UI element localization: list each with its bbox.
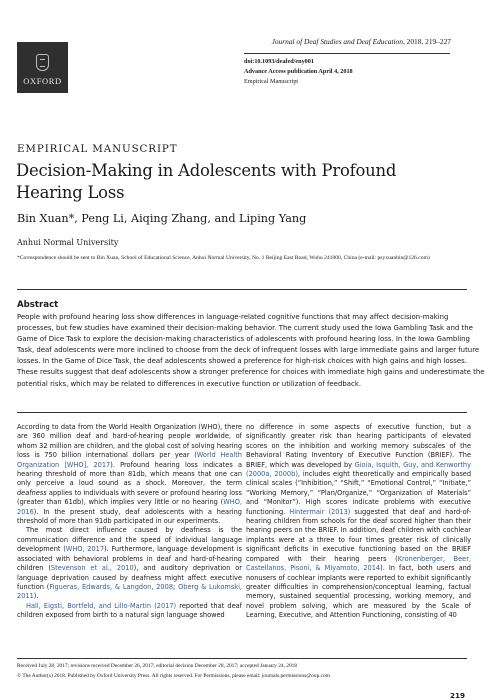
header-divider xyxy=(244,53,450,54)
citation-link[interactable]: Kronenberger, Beer, Castellanos, Pisoni, & Miyamoto, 2014 xyxy=(246,554,471,573)
correspondence-note: *Correspondence should be sent to Bin Xuan, School of Educational Science, Anhui Normal University, No. 1 Beijing East Road, Wuhu 241000, China (e-mail: psyxuanbin@126.com) xyxy=(17,255,430,261)
body-column-right xyxy=(246,423,471,621)
citation-link[interactable]: Hall, Eigsti, Bortfeld, and Lillo-Martin (2017) xyxy=(26,601,177,610)
received-dates: Received July 28, 2017; revisions received December 26, 2017; editorial decision December 28, 2017; accepted January 24, 2018 xyxy=(17,663,298,669)
citation-link[interactable]: WHO, 2016 xyxy=(17,498,242,516)
oxford-logo[interactable] xyxy=(17,42,68,93)
journal-name[interactable]: Journal of Deaf Studies and Deaf Education xyxy=(271,37,403,46)
footer-divider xyxy=(17,658,467,659)
citation-link[interactable]: Gioia, Isquith, Guy, and Kenworthy (2000a, 2000b) xyxy=(246,460,471,479)
copyright-notice: © The Author(s) 2018. Published by Oxford University Press. All rights reserved. For Permissions, please email: journals.permissions@oup.com xyxy=(17,673,330,679)
advance-access-note: Advance Access publication April 4, 2018 xyxy=(244,68,353,75)
citation-link[interactable]: World Health Organization [WHO], 2017 xyxy=(17,451,242,469)
paragraph: Hall, Eigsti, Bortfeld, and Lillo-Martin (2017) reported that deaf children exposed from birth to a natural sign language showed xyxy=(17,601,242,620)
abstract-heading: Abstract xyxy=(17,300,59,310)
page-number: 219 xyxy=(449,691,465,700)
paragraph: no difference in some aspects of executive function, but a significantly greater risk than hearing participants of elevated scores on the inhibition and working memory subscales of the Behavioral Rating Inventory of Executive Function (BRIEF). The BRIEF, which was developed by Gioia, Isquith, Guy, and Kenworthy (2000a, 2000b), includes eight theoretically and empirically based clinical scales (“Inhibition,” “Shift,” “Emotional Control,” “Initiate,” “Working Memory,” “Plan/Organize,” “Organization of Materials” and “Monitor”). High scores indicate problems with executive functioning. Hintermair (2013) suggested that deaf and hard-of-hearing children from schools for the deaf scored higher than their hearing peers on the BRIEF. In addition, deaf children with cochlear implants were at a three to four times greater risk of clinically significant deficits in executive functioning based on the BRIEF compared with their hearing peers (Kronenberger, Beer, Castellanos, Pisoni, & Miyamoto, 2014). In fact, both users and nonusers of cochlear implants were reported to exhibit significantly greater difficulties in comprehension/conceptual learning, factual memory, sustained sequential processing, working memory, and novel problem solving, which are measured by the Scale of Learning, Executive, and Attention Functioning, consisting of 40 xyxy=(246,423,472,620)
citation-link[interactable]: Oberg & Lukomski, 2011 xyxy=(17,582,242,601)
article-title: Decision-Making in Adolescents with Profound Hearing Loss xyxy=(16,161,397,202)
abstract-top-divider xyxy=(17,289,467,290)
doi[interactable]: doi:10.1093/deafed/eny001 xyxy=(244,58,314,65)
logo-text: OXFORD xyxy=(23,76,62,86)
body-column-left xyxy=(17,423,242,621)
paragraph: The most direct influence caused by deafness is the communication difference and the speed of individual language development (WHO, 2017). Furthermore, language development is associated with behavioral problems in deaf and hard-of-hearing children (Stevenson et al., 2010), and auditory deprivation or language deprivation caused by deafness might affect executive function (Figueras, Edwards, & Langdon, 2008; Oberg & Lukomski, 2011). xyxy=(17,526,243,601)
paragraph: According to data from the World Health Organization (WHO), there are 360 million deaf and hard-of-hearing people worldwide, of whom 32 million are children, and the global cost of solving hearing loss is 750 billion international dollars per year (World Health Organization [WHO], 2017). Profound hearing loss indicates a hearing threshold of more than 81db, which means that one can only perceive a loud sound as a shock. Moreover, the term deafness applies to individuals with severe or profound hearing loss (greater than 61db), which implies very little or no hearing (WHO, 2016). In the present study, deaf adolescents with a hearing threshold of more than 91db participated in our experiments. xyxy=(17,423,242,526)
citation-link[interactable]: Stevenson et al., 2010 xyxy=(50,564,134,573)
author-list: Bin Xuan*, Peng Li, Aiqing Zhang, and Liping Yang xyxy=(17,212,307,225)
abstract-bottom-divider xyxy=(17,412,467,413)
citation-link[interactable]: Hintermair (2013) xyxy=(289,507,351,516)
journal-citation-line xyxy=(272,37,451,46)
citation-link[interactable]: Figueras, Edwards, & Langdon, 2008 xyxy=(49,582,174,591)
emphasis: deafness xyxy=(17,488,47,497)
affiliation: Anhui Normal University xyxy=(17,238,119,247)
section-label: EMPIRICAL MANUSCRIPT xyxy=(17,143,178,155)
journal-citation: , 2018, 219–227 xyxy=(402,37,451,46)
shield-icon xyxy=(36,54,49,71)
abstract-text: People with profound hearing loss show differences in language-related cognitive functions that may affect decision-making processes, but few studies have examined their decision-making behavior. The current study used the Iowa Gambling Task and the Game of Dice Task to explore the decision-making characteristics of adolescents with profound hearing loss. In the Iowa Gambling Task, deaf adolescents were more inclined to choose from the deck of infrequent losses with large immediate gains and larger future losses. In the Game of Dice Task, the deaf adolescents showed a preference for high-risk choices with high gains and high losses. These results suggest that deaf adolescents show a stronger preference for choices with immediate high gains and underestimate the potential risks, which may be related to differences in executive function or utilization of feedback. xyxy=(17,313,485,388)
citation-link[interactable]: WHO, 2017 xyxy=(65,545,105,554)
manuscript-type: Empirical Manuscript xyxy=(244,78,299,85)
